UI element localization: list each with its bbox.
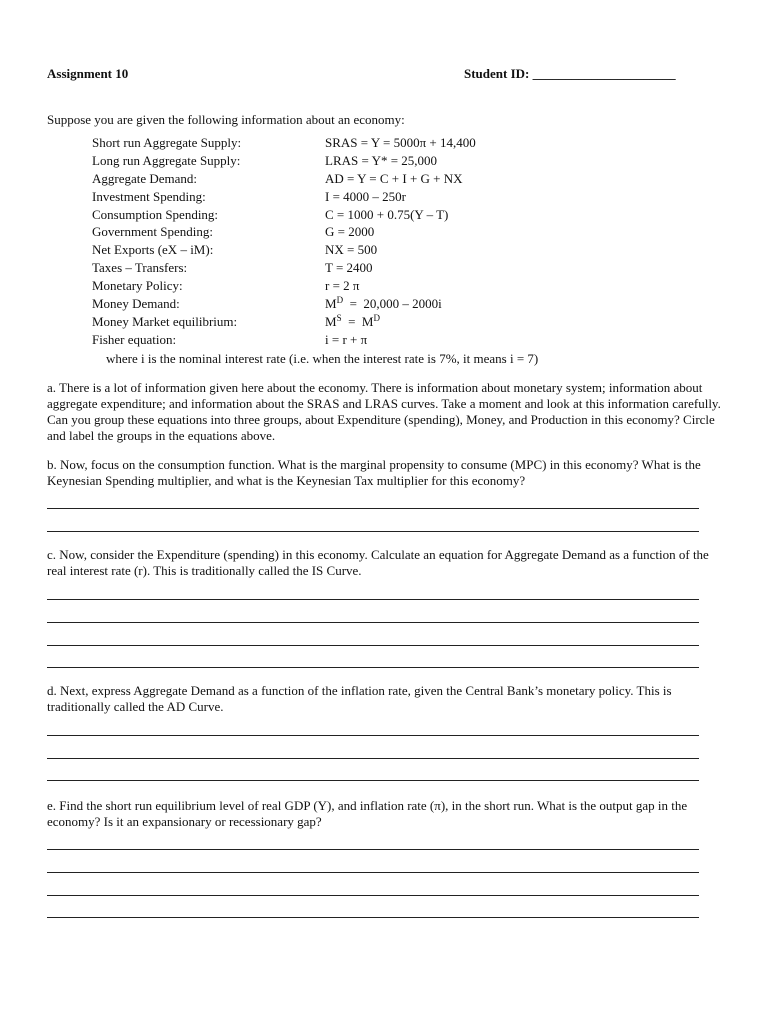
intro-text: Suppose you are given the following information about an economy: — [47, 112, 405, 127]
equation-label: Taxes – Transfers: — [92, 260, 188, 276]
equation-formula: AD = Y = C + I + G + NX — [325, 170, 463, 186]
equation-label: Money Demand: — [92, 296, 180, 312]
equation-formula: $M^D = 20,000 - 2000i$ — [325, 295, 442, 312]
assignment-title: Assignment 10 — [47, 66, 129, 81]
answer-line[interactable] — [47, 849, 699, 850]
equation-formula: r = 2 π — [325, 278, 360, 294]
equation-formula: C = 1000 + 0.75(Y – T) — [325, 206, 449, 222]
equation-formula: LRAS = Y* = 25,000 — [325, 152, 438, 168]
equation-label: Long run Aggregate Supply: — [92, 152, 241, 168]
question-d: d. Next, express Aggregate Demand as a function of the inflation rate, given the Central Bank’s monetary policy. This is traditionally called the AD Curve. — [47, 683, 672, 714]
equation-label: Monetary Policy: — [92, 278, 183, 294]
answer-line[interactable] — [47, 599, 699, 600]
answer-line[interactable] — [47, 622, 699, 623]
equation-label: Aggregate Demand: — [92, 170, 198, 186]
answer-line[interactable] — [47, 531, 699, 532]
answer-line[interactable] — [47, 780, 699, 781]
question-c: c. Now, consider the Expenditure (spending) in this economy. Calculate an equation for Aggregate Demand as a function of the real interest rate (r). This is traditionally called the IS Curve. — [47, 547, 709, 578]
answer-line[interactable] — [47, 895, 699, 896]
equation-formula: i = r + π — [325, 331, 368, 347]
answer-line[interactable] — [47, 872, 699, 873]
question-a: a. There is a lot of information given here about the economy. There is information about monetary system; information about aggregate expenditure; and information about the SRAS and LRAS curves. Take a moment and look at this information carefully. Can you group these equations into three groups, about Expenditure (spending), Money, and Production in this economy? Circle and label the groups in the equations above. — [47, 380, 721, 443]
answer-line[interactable] — [47, 758, 699, 759]
equation-label: Short run Aggregate Supply: — [92, 135, 242, 150]
answer-line[interactable] — [47, 917, 699, 918]
answer-line[interactable] — [47, 667, 699, 668]
equation-formula: I = 4000 – 250r — [325, 188, 406, 204]
interest-rate-note: where i is the nominal interest rate (i.e. when the interest rate is 7%, it means i = 7) — [106, 351, 539, 366]
equation-formula: SRAS = Y = 5000π + 14,400 — [325, 135, 476, 150]
equation-label: Investment Spending: — [92, 188, 206, 204]
equation-formula: T = 2400 — [325, 260, 373, 276]
answer-line[interactable] — [47, 735, 699, 736]
question-e: e. Find the short run equilibrium level of real GDP (Y), and inflation rate (π), in the short run. What is the output gap in the economy? Is it an expansionary or recessionary gap? — [47, 798, 688, 829]
equation-formula: G = 2000 — [325, 224, 375, 240]
question-b: b. Now, focus on the consumption function. What is the marginal propensity to consume (MPC) in this economy? What is the Keynesian Spending multiplier, and what is the Keynesian Tax multiplier for this economy? — [47, 457, 701, 488]
equation-formula: $M^S = M^D$ — [325, 312, 380, 329]
answer-line[interactable] — [47, 508, 699, 509]
equation-label: Government Spending: — [92, 224, 213, 240]
equation-label: Fisher equation: — [92, 331, 177, 347]
student-id-field: Student ID: ______________________ — [464, 66, 676, 81]
equation-formula: NX = 500 — [325, 242, 378, 258]
equation-label: Net Exports (eX – iM): — [92, 242, 214, 258]
equation-label: Consumption Spending: — [92, 206, 219, 222]
equation-label: Money Market equilibrium: — [92, 313, 238, 329]
answer-line[interactable] — [47, 645, 699, 646]
